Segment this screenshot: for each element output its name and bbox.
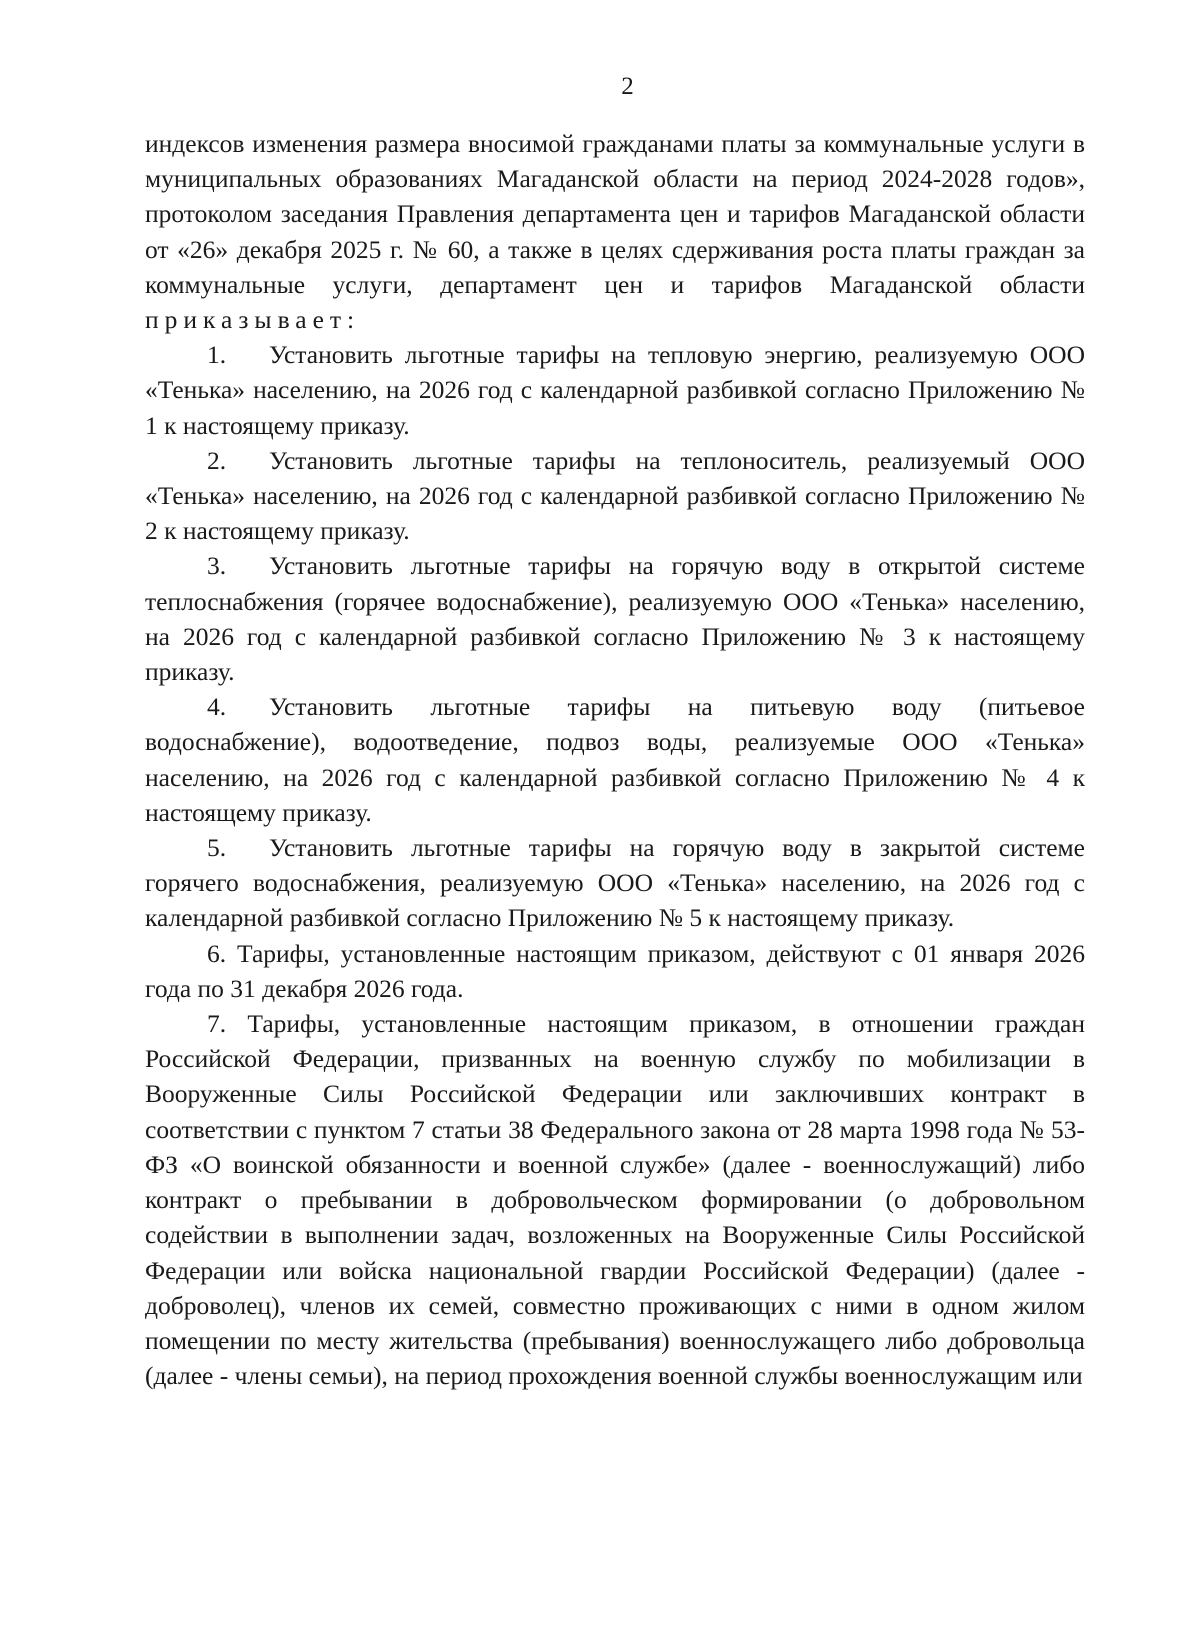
clause-7: 7. Тарифы, установленные настоящим приказом, в отношении граждан Российской Федерации, призванных на военную службу по мобилизации в Вооруженные Силы Российской Федерации или заключивших контракт в соответствии с пунктом 7 статьи 38 Федерального закона от 28 марта 1998 года № 53-ФЗ «О воинской обязанности и военной службе» (далее - военнослужащий) либо контракт о пребывании в добровольческом формировании (о добровольном содействии в выполнении задач, возложенных на Вооруженные Силы Российской Федерации или войска национальной гвардии Российской Федерации) (далее - доброволец), членов их семей, совместно проживающих с ними в одном жилом помещении по месту жительства (пребывания) военнослужащего либо добровольца (далее - члены семьи), на период прохождения военной службы военнослужащим или [145,1009,1085,1391]
item-4 [145,689,1085,830]
item-1 [145,337,1085,443]
item-text: Установить льготные тарифы на теплоноситель, реализуемый ООО «Тенька» населению, на 2026 год с календарной разбивкой согласно Приложению № 2 к настоящему приказу. [145,445,1085,546]
document-body [145,126,1085,1393]
item-number: 1. [207,340,227,370]
item-text: Установить льготные тарифы на тепловую энергию, реализуемую ООО «Тенька» населению, на 2026 год с календарной разбивкой согласно Приложению № 1 к настоящему приказу. [145,340,1085,440]
item-2 [145,443,1085,549]
item-number: 5. [207,833,227,863]
order-word: приказывает: [145,305,361,335]
item-text: Установить льготные тарифы на горячую воду в открытой системе теплоснабжения (горячее водоснабжение), реализуемую ООО «Тенька» населению, на 2026 год с календарной разбивкой согласно Приложению № 3 к настоящему приказу. [145,551,1085,687]
item-number: 3. [207,551,227,581]
page-number: 2 [621,73,634,100]
item-3 [145,548,1085,689]
intro-paragraph [145,126,1085,337]
item-5 [145,830,1085,936]
item-number: 4. [207,692,227,722]
item-text: Установить льготные тарифы на питьевую воду (питьевое водоснабжение), водоотведение, подвоз воды, реализуемые ООО «Тенька» населению, на 2026 год с календарной разбивкой согласно Приложению № 4 к настоящему приказу. [145,692,1085,827]
clause-6: 6. Тарифы, установленные настоящим приказом, действуют с 01 января 2026 года по 31 декабря 2026 года. [145,938,1085,1003]
item-number: 2. [207,445,227,475]
item-text: Установить льготные тарифы на горячую воду в закрытой системе горячего водоснабжения, реализуемую ООО «Тенька» населению, на 2026 год с календарной разбивкой согласно Приложению № 5 к настоящему приказу. [145,833,1085,933]
intro-text: индексов изменения размера вносимой гражданами платы за коммунальные услуги в муниципальных образованиях Магаданской области на период 2024-2028 годов», протоколом заседания Правления департамента цен и тарифов Магаданской области от «26» декабря 2025 г. № 60, а также в целях сдерживания роста платы граждан за коммунальные услуги, департамент цен и тарифов Магаданской области [145,129,1085,299]
